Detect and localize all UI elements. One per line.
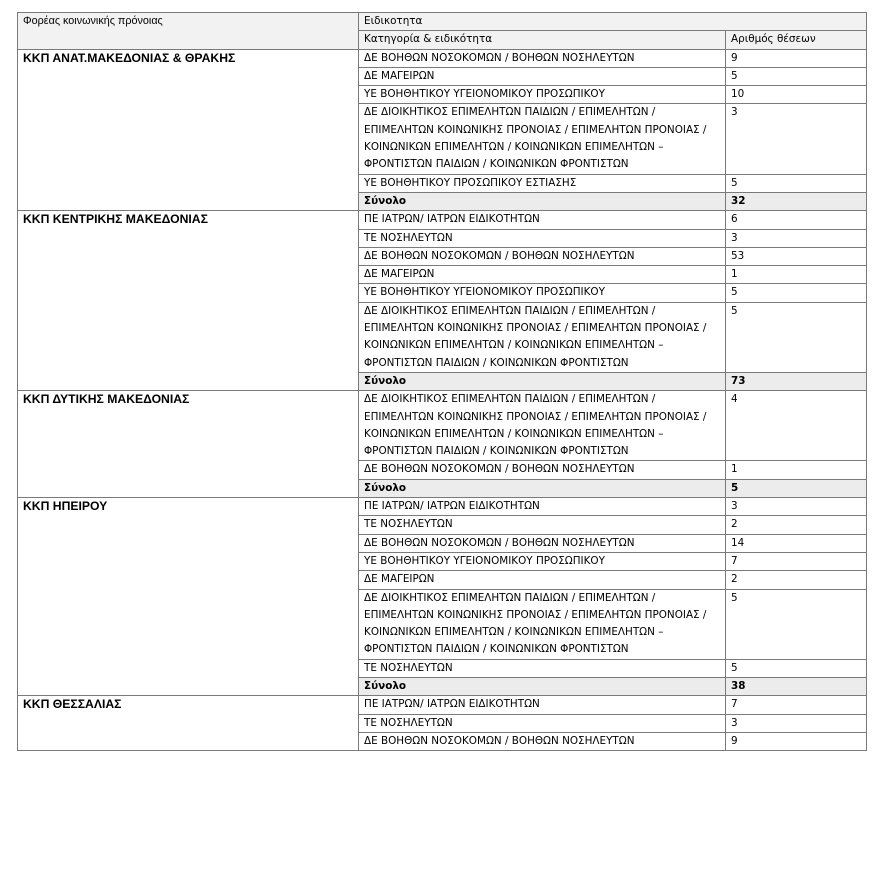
category-cell: ΔΕ ΒΟΗΘΩΝ ΝΟΣΟΚΟΜΩΝ / ΒΟΗΘΩΝ ΝΟΣΗΛΕΥΤΩΝ [359,49,726,67]
category-cell: ΔΕ ΒΟΗΘΩΝ ΝΟΣΟΚΟΜΩΝ / ΒΟΗΘΩΝ ΝΟΣΗΛΕΥΤΩΝ [359,732,726,750]
positions-cell: 5 [726,589,867,659]
category-cell: ΔΕ ΔΙΟΙΚΗΤΙΚΟΣ ΕΠΙΜΕΛΗΤΩΝ ΠΑΙΔΙΩΝ / ΕΠΙΜΕΛΗΤΩΝ / ΕΠΙΜΕΛΗΤΩΝ ΚΟΙΝΩΝΙΚΗΣ ΠΡΟΝΟΙΑΣ / ΕΠΙΜΕΛΗΤΩΝ ΠΡΟΝΟΙΑΣ / ΚΟΙΝΩΝΙΚΩΝ ΕΠΙΜΕΛΗΤΩΝ / ΚΟΙΝΩΝΙΚΩΝ ΕΠΙΜΕΛΗΤΩΝ – ΦΡΟΝΤΙΣΤΩΝ ΠΑΙΔΙΩΝ / ΚΟΙΝΩΝΙΚΩΝ ΦΡΟΝΤΙΣΤΩΝ [359,302,726,372]
positions-cell: 3 [726,229,867,247]
total-value: 32 [726,192,867,210]
header-positions: Αριθμός θέσεων [726,31,867,49]
header-specialty: Ειδικοτητα [359,13,867,31]
positions-cell: 5 [726,302,867,372]
positions-cell: 3 [726,104,867,174]
total-label: Σύνολο [359,479,726,497]
positions-cell: 5 [726,284,867,302]
positions-cell: 7 [726,696,867,714]
category-cell: ΤΕ ΝΟΣΗΛΕΥΤΩΝ [359,659,726,677]
header-org: Φορέας κοινωνικής πρόνοιας [18,13,359,50]
positions-cell: 7 [726,552,867,570]
category-cell: ΥΕ ΒΟΗΘΗΤΙΚΟΥ ΥΓΕΙΟΝΟΜΙΚΟΥ ΠΡΟΣΩΠΙΚΟΥ [359,86,726,104]
table-row [18,498,867,516]
positions-cell: 10 [726,86,867,104]
category-cell: ΔΕ ΔΙΟΙΚΗΤΙΚΟΣ ΕΠΙΜΕΛΗΤΩΝ ΠΑΙΔΙΩΝ / ΕΠΙΜΕΛΗΤΩΝ / ΕΠΙΜΕΛΗΤΩΝ ΚΟΙΝΩΝΙΚΗΣ ΠΡΟΝΟΙΑΣ / ΕΠΙΜΕΛΗΤΩΝ ΠΡΟΝΟΙΑΣ / ΚΟΙΝΩΝΙΚΩΝ ΕΠΙΜΕΛΗΤΩΝ / ΚΟΙΝΩΝΙΚΩΝ ΕΠΙΜΕΛΗΤΩΝ – ΦΡΟΝΤΙΣΤΩΝ ΠΑΙΔΙΩΝ / ΚΟΙΝΩΝΙΚΩΝ ΦΡΟΝΤΙΣΤΩΝ [359,589,726,659]
total-label: Σύνολο [359,372,726,390]
positions-cell: 53 [726,247,867,265]
table-row [18,49,867,67]
positions-cell: 14 [726,534,867,552]
category-cell: ΠΕ ΙΑΤΡΩΝ/ ΙΑΤΡΩΝ ΕΙΔΙΚΟΤΗΤΩΝ [359,211,726,229]
header-row-1 [18,13,867,31]
positions-cell: 1 [726,461,867,479]
table-row [18,211,867,229]
positions-cell: 5 [726,67,867,85]
positions-cell: 4 [726,391,867,461]
category-cell: ΔΕ ΜΑΓΕΙΡΩΝ [359,571,726,589]
positions-cell: 9 [726,49,867,67]
category-cell: ΔΕ ΒΟΗΘΩΝ ΝΟΣΟΚΟΜΩΝ / ΒΟΗΘΩΝ ΝΟΣΗΛΕΥΤΩΝ [359,247,726,265]
category-cell: ΤΕ ΝΟΣΗΛΕΥΤΩΝ [359,516,726,534]
total-value: 5 [726,479,867,497]
table-row [18,391,867,461]
table-row [18,696,867,714]
positions-cell: 5 [726,174,867,192]
org-name: ΚΚΠ ΑΝΑΤ.ΜΑΚΕΔΟΝΙΑΣ & ΘΡΑΚΗΣ [18,49,359,211]
category-cell: ΔΕ ΒΟΗΘΩΝ ΝΟΣΟΚΟΜΩΝ / ΒΟΗΘΩΝ ΝΟΣΗΛΕΥΤΩΝ [359,534,726,552]
total-value: 73 [726,372,867,390]
org-name: ΚΚΠ ΗΠΕΙΡΟΥ [18,498,359,696]
category-cell: ΤΕ ΝΟΣΗΛΕΥΤΩΝ [359,714,726,732]
positions-table [17,12,867,751]
positions-cell: 5 [726,659,867,677]
category-cell: ΤΕ ΝΟΣΗΛΕΥΤΩΝ [359,229,726,247]
positions-cell: 3 [726,714,867,732]
category-cell: ΔΕ ΜΑΓΕΙΡΩΝ [359,67,726,85]
category-cell: ΔΕ ΒΟΗΘΩΝ ΝΟΣΟΚΟΜΩΝ / ΒΟΗΘΩΝ ΝΟΣΗΛΕΥΤΩΝ [359,461,726,479]
category-cell: ΥΕ ΒΟΗΘΗΤΙΚΟΥ ΠΡΟΣΩΠΙΚΟΥ ΕΣΤΙΑΣΗΣ [359,174,726,192]
positions-cell: 1 [726,266,867,284]
total-label: Σύνολο [359,677,726,695]
org-name: ΚΚΠ ΔΥΤΙΚΗΣ ΜΑΚΕΔΟΝΙΑΣ [18,391,359,498]
category-cell: ΔΕ ΔΙΟΙΚΗΤΙΚΟΣ ΕΠΙΜΕΛΗΤΩΝ ΠΑΙΔΙΩΝ / ΕΠΙΜΕΛΗΤΩΝ / ΕΠΙΜΕΛΗΤΩΝ ΚΟΙΝΩΝΙΚΗΣ ΠΡΟΝΟΙΑΣ / ΕΠΙΜΕΛΗΤΩΝ ΠΡΟΝΟΙΑΣ / ΚΟΙΝΩΝΙΚΩΝ ΕΠΙΜΕΛΗΤΩΝ / ΚΟΙΝΩΝΙΚΩΝ ΕΠΙΜΕΛΗΤΩΝ – ΦΡΟΝΤΙΣΤΩΝ ΠΑΙΔΙΩΝ / ΚΟΙΝΩΝΙΚΩΝ ΦΡΟΝΤΙΣΤΩΝ [359,391,726,461]
org-name: ΚΚΠ ΚΕΝΤΡΙΚΗΣ ΜΑΚΕΔΟΝΙΑΣ [18,211,359,391]
positions-cell: 9 [726,732,867,750]
org-name: ΚΚΠ ΘΕΣΣΑΛΙΑΣ [18,696,359,751]
category-cell: ΔΕ ΜΑΓΕΙΡΩΝ [359,266,726,284]
category-cell: ΠΕ ΙΑΤΡΩΝ/ ΙΑΤΡΩΝ ΕΙΔΙΚΟΤΗΤΩΝ [359,696,726,714]
total-value: 38 [726,677,867,695]
category-cell: ΠΕ ΙΑΤΡΩΝ/ ΙΑΤΡΩΝ ΕΙΔΙΚΟΤΗΤΩΝ [359,498,726,516]
category-cell: ΔΕ ΔΙΟΙΚΗΤΙΚΟΣ ΕΠΙΜΕΛΗΤΩΝ ΠΑΙΔΙΩΝ / ΕΠΙΜΕΛΗΤΩΝ / ΕΠΙΜΕΛΗΤΩΝ ΚΟΙΝΩΝΙΚΗΣ ΠΡΟΝΟΙΑΣ / ΕΠΙΜΕΛΗΤΩΝ ΠΡΟΝΟΙΑΣ / ΚΟΙΝΩΝΙΚΩΝ ΕΠΙΜΕΛΗΤΩΝ / ΚΟΙΝΩΝΙΚΩΝ ΕΠΙΜΕΛΗΤΩΝ – ΦΡΟΝΤΙΣΤΩΝ ΠΑΙΔΙΩΝ / ΚΟΙΝΩΝΙΚΩΝ ΦΡΟΝΤΙΣΤΩΝ [359,104,726,174]
category-cell: ΥΕ ΒΟΗΘΗΤΙΚΟΥ ΥΓΕΙΟΝΟΜΙΚΟΥ ΠΡΟΣΩΠΙΚΟΥ [359,284,726,302]
header-category: Κατηγορία & ειδικότητα [359,31,726,49]
positions-cell: 2 [726,571,867,589]
positions-cell: 3 [726,498,867,516]
positions-cell: 2 [726,516,867,534]
positions-cell: 6 [726,211,867,229]
total-label: Σύνολο [359,192,726,210]
category-cell: ΥΕ ΒΟΗΘΗΤΙΚΟΥ ΥΓΕΙΟΝΟΜΙΚΟΥ ΠΡΟΣΩΠΙΚΟΥ [359,552,726,570]
